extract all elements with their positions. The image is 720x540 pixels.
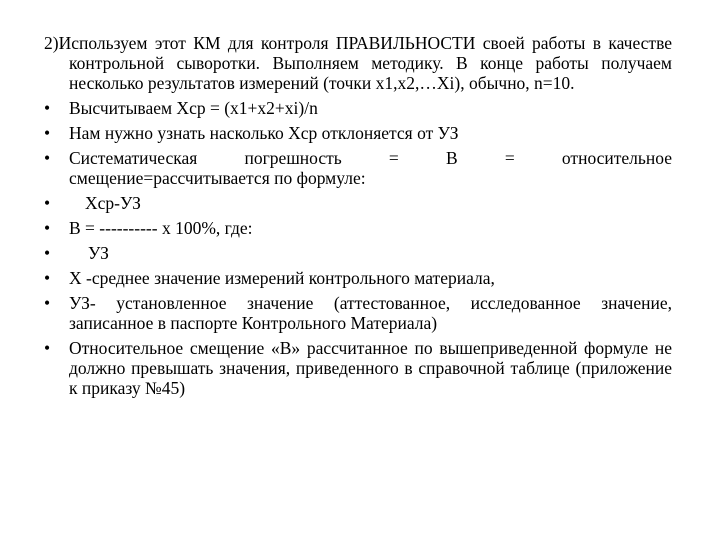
- bullet-text: Систематическая погрешность = В = относительное: [69, 148, 672, 168]
- bullet-text-continuation: смещение=рассчитывается по формуле:: [69, 168, 366, 188]
- intro-paragraph: 2)Используем этот КМ для контроля ПРАВИЛЬНОСТИ своей работы в качестве контрольной сыворотки. Выполняем методику. В конце работы получаем несколько результатов измерений (точки x1,x2,…Xi), обычно, n=10.: [44, 33, 672, 93]
- bullet-icon: •: [44, 293, 51, 313]
- bullet-icon: •: [44, 148, 51, 168]
- bullet-icon: •: [44, 123, 51, 143]
- bullet-text: Высчитываем Xср = (x1+x2+xi)/n: [69, 98, 318, 118]
- bullet-text: Нам нужно узнать насколько Xср отклоняется от УЗ: [69, 123, 459, 143]
- bullet-icon: •: [44, 193, 51, 213]
- formula-line: В = ---------- x 100%, где:: [69, 218, 253, 238]
- bullet-icon: •: [44, 338, 51, 358]
- bullet-item-mean: [44, 98, 672, 118]
- bullet-item-formula-denominator: [44, 243, 672, 263]
- bullet-icon: •: [44, 243, 51, 263]
- slide-content: [44, 33, 672, 398]
- bullet-item-formula-numerator: [44, 193, 672, 213]
- bullet-item-x-definition: [44, 268, 672, 288]
- bullet-text: УЗ- установленное значение (аттестованное, исследованное значение, записанное в паспорте Контрольного Материала): [69, 293, 672, 333]
- bullet-item-deviation: [44, 123, 672, 143]
- bullet-item-systematic-error: [44, 148, 672, 188]
- bullet-icon: •: [44, 268, 51, 288]
- bullet-item-formula-line: [44, 218, 672, 238]
- bullet-item-uz-definition: [44, 293, 672, 333]
- bullet-text: X -среднее значение измерений контрольного материала,: [69, 268, 495, 288]
- bullet-text: Относительное смещение «В» рассчитанное по вышеприведенной формуле не должно превышать значения, приведенного в справочной таблице (приложение к приказу №45): [69, 338, 672, 398]
- bullet-list: [44, 98, 672, 398]
- bullet-icon: •: [44, 98, 51, 118]
- formula-numerator: Xср-УЗ: [85, 193, 141, 213]
- bullet-item-relative-bias: [44, 338, 672, 398]
- bullet-icon: •: [44, 218, 51, 238]
- formula-denominator: УЗ: [88, 243, 109, 263]
